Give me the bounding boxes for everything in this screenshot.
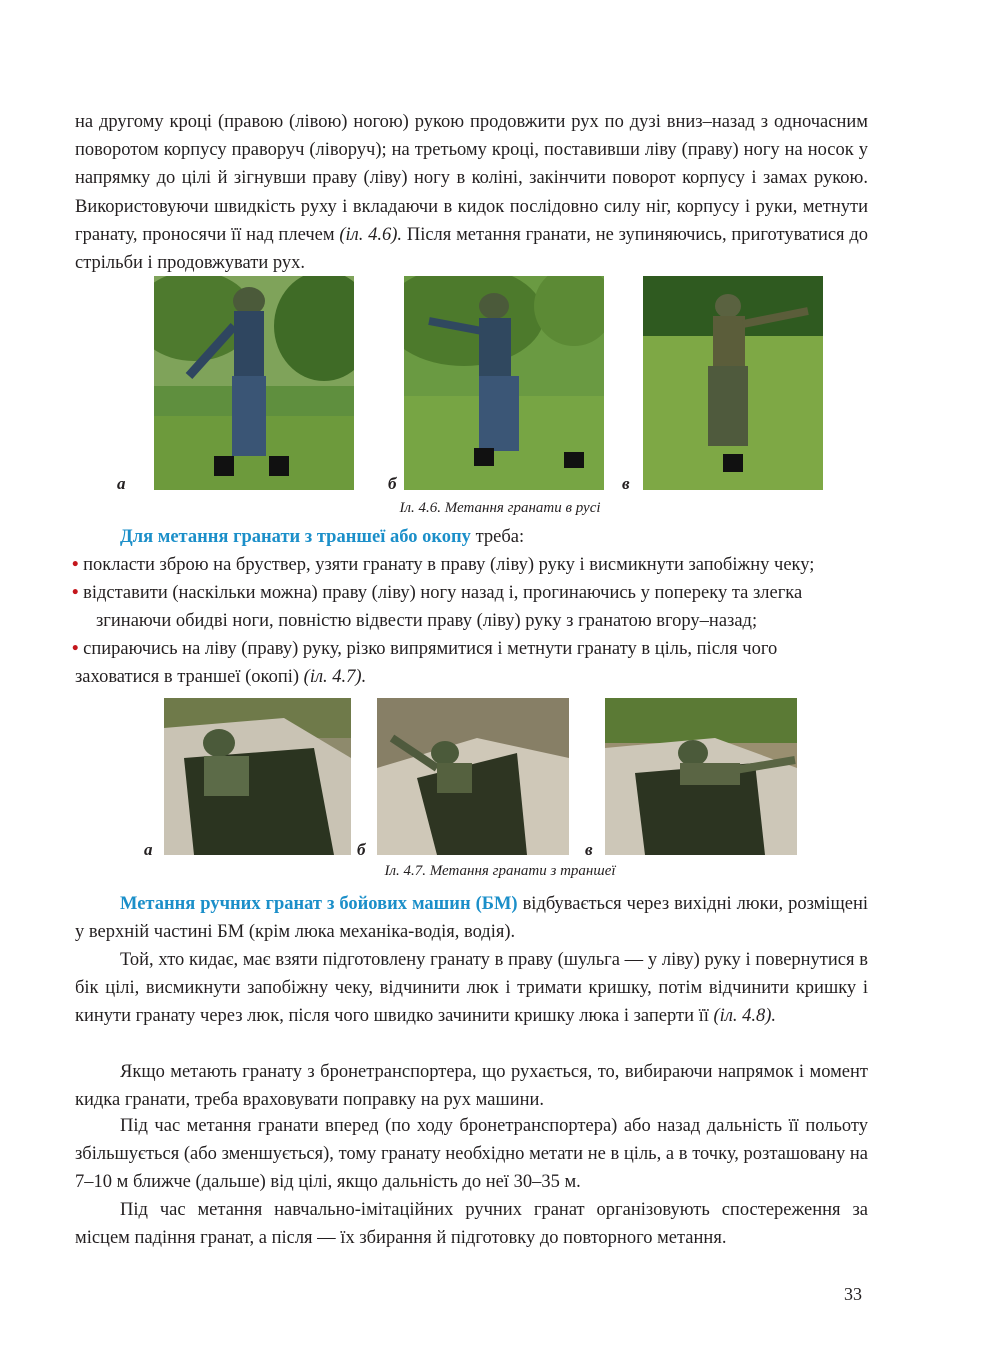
bullet-text: відставити (наскільки можна) праву (ліву) ногу назад і, прогинаючись у попереку та злегка (83, 583, 803, 603)
bm-paragraph-2: Якщо метають гранату з бронетранспортера, що рухається, то, вибираючи напрямок і момент кидка гранати, треба враховувати поправку на рух машини. (75, 1062, 868, 1111)
photo-4-7-b (377, 698, 569, 855)
bullet-text: спираючись на ліву (праву) руку, різко випрямитися і метнути гранату в ціль, після чого (83, 639, 778, 659)
trench-heading-paragraph (75, 523, 868, 551)
bm-heading-paragraph (75, 890, 868, 946)
figure-letter-a: а (117, 474, 126, 493)
top-paragraph (75, 108, 868, 277)
figure-ref-4-8: (іл. 4.8). (713, 1006, 777, 1027)
bullet-dot: • (72, 583, 79, 603)
bm-paragraph-3: Під час метання гранати вперед (по ходу бронетранспортера) або назад дальність її польоту збільшується (або зменшується), тому гранату необхідно метати не в ціль, а в точку, розташовану на 7–10 м ближче (дальше) від цілі, якщо дальність до неї 30–35 м. (75, 1116, 868, 1193)
trench-heading: Для метання гранати з траншеї або окопу (120, 527, 471, 547)
figure-letter-v: в (585, 840, 593, 859)
bm-heading: Метання ручних гранат з бойових машин (БМ) (120, 894, 518, 914)
bullet-text: покласти зброю на бруствер, узяти гранату в праву (ліву) руку і висмикнути запобіжну чеку; (83, 555, 815, 575)
photo-4-7-v (605, 698, 797, 855)
top-paragraph-text: на другому кроці (правою (лівою) ногою) рукою продовжити рух по дузі вниз–назад з одночасним поворотом корпусу праворуч (ліворуч); на третьому кроці, поставивши ліву (праву) ногу на носок у напрямку до цілі й зігнувши праву (ліву) ногу в коліні, закінчити поворот корпусу і замах рукою. Використовуючи швидкість руху і вкладаючи в кидок послідовно силу ніг, корпусу і руки, метнути гранату, проносячи її над плечем (75, 112, 868, 245)
figure-caption-4-6: Іл. 4.6. Метання гранати в русі (399, 500, 601, 516)
figure-letter-b: б (388, 474, 397, 493)
figure-letter-v: в (622, 474, 630, 493)
bullet-text: заховатися в траншеї (окопі) (75, 667, 300, 687)
top-paragraph-end: Після метання гранати, не зупиняючись, приготуватися до стрільби і продовжувати рух. (75, 224, 869, 274)
photo-4-6-b (404, 276, 604, 490)
trench-bullet-3-cont (75, 663, 875, 691)
figure-letter-a: а (144, 840, 153, 859)
bm-paragraph-1 (75, 946, 868, 1031)
bm-paragraph-1-text: Той, хто кидає, має взяти підготовлену гранату в праву (шульга — у ліву) руку і повернутися в бік цілі, висмикнути запобіжну чеку, відчинити люк і тримати кришку, потім відчинити кришку і кинути гранату через люк, після чого швидко зачинити кришку люка і заперти її (75, 950, 868, 1027)
trench-bullet-1 (72, 551, 872, 579)
page-number: 33 (844, 1284, 862, 1304)
bullet-dot: • (72, 639, 79, 659)
photo-4-6-a (154, 276, 354, 490)
bm-paragraph-4: Під час метання навчально-імітаційних ручних гранат організовують спостереження за місцем падіння гранат, а після — їх збирання й підготовку до повторного метання. (75, 1200, 868, 1249)
bm-heading-tail: відбувається через вихідні люки, розміщені у верхній частині БМ (крім люка механіка-водія, водія). (75, 894, 869, 943)
trench-heading-tail: треба: (475, 527, 525, 547)
photo-4-6-v (643, 276, 823, 490)
trench-bullet-2 (72, 579, 872, 607)
trench-bullet-3 (72, 635, 872, 663)
photo-4-7-a (164, 698, 351, 855)
trench-bullet-2-cont (72, 607, 872, 635)
figure-ref-4-6: (іл. 4.6). (339, 224, 403, 245)
bullet-text: згинаючи обидві ноги, повністю відвести праву (ліву) руку з гранатою вгору–назад; (96, 611, 758, 631)
figure-ref-4-7: (іл. 4.7). (303, 667, 367, 687)
bullet-dot: • (72, 555, 79, 575)
figure-letter-b: б (357, 840, 366, 859)
figure-caption-4-7: Іл. 4.7. Метання гранати з траншеї (384, 863, 616, 879)
